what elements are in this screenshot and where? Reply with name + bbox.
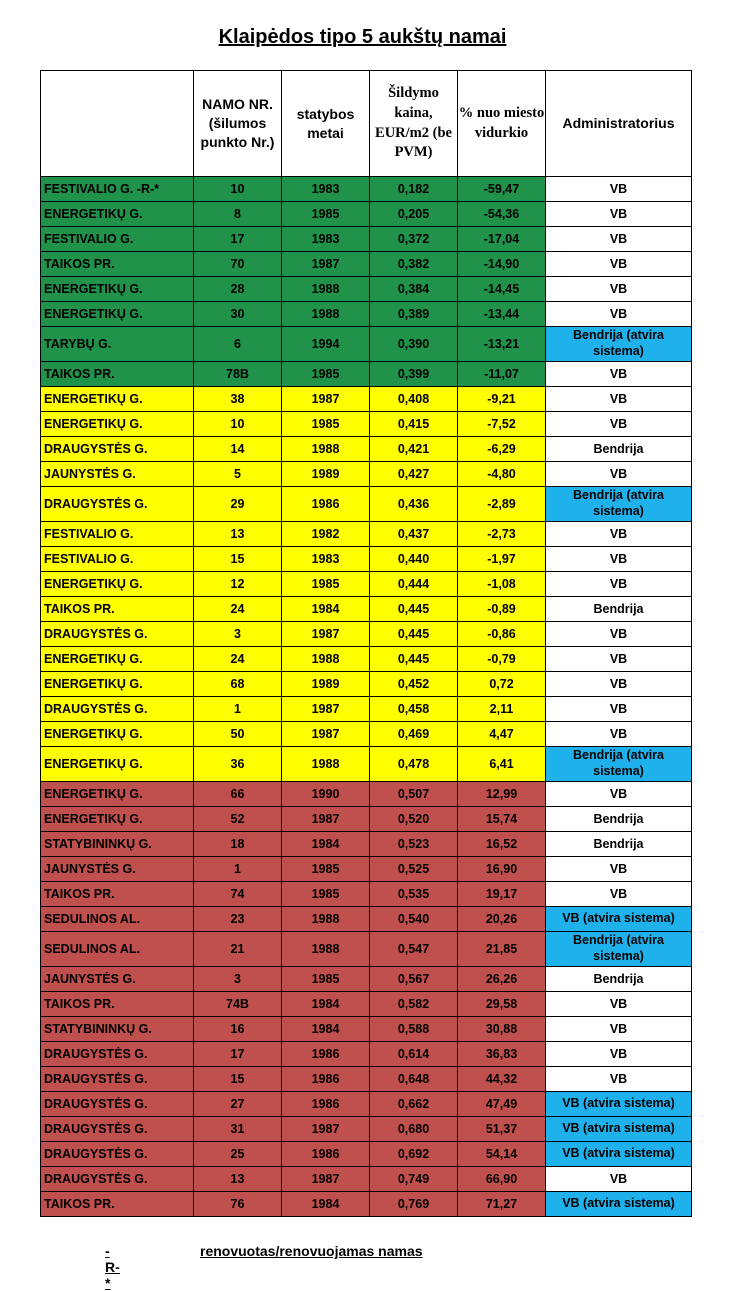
street-cell: DRAUGYSTĖS G. xyxy=(41,1042,194,1067)
administrator-cell: Bendrija xyxy=(546,437,692,462)
street-cell: ENERGETIKŲ G. xyxy=(41,647,194,672)
street-cell: DRAUGYSTĖS G. xyxy=(41,697,194,722)
percent-cell: 16,52 xyxy=(458,832,546,857)
house-number-cell: 25 xyxy=(194,1142,282,1167)
administrator-cell: VB xyxy=(546,697,692,722)
heating-price-cell: 0,182 xyxy=(370,177,458,202)
heating-price-cell: 0,445 xyxy=(370,647,458,672)
percent-cell: -0,89 xyxy=(458,597,546,622)
build-year-cell: 1983 xyxy=(282,547,370,572)
heating-price-cell: 0,680 xyxy=(370,1117,458,1142)
heating-price-cell: 0,523 xyxy=(370,832,458,857)
house-number-cell: 78B xyxy=(194,362,282,387)
table-row xyxy=(41,992,692,1017)
table-row xyxy=(41,782,692,807)
table-row xyxy=(41,1067,692,1092)
percent-cell: -4,80 xyxy=(458,462,546,487)
street-cell: TAIKOS PR. xyxy=(41,252,194,277)
heating-price-cell: 0,648 xyxy=(370,1067,458,1092)
administrator-cell: VB xyxy=(546,252,692,277)
street-cell: FESTIVALIO G. xyxy=(41,522,194,547)
street-cell: STATYBININKŲ G. xyxy=(41,832,194,857)
house-number-cell: 28 xyxy=(194,277,282,302)
street-cell: ENERGETIKŲ G. xyxy=(41,387,194,412)
percent-cell: 19,17 xyxy=(458,882,546,907)
administrator-cell: VB xyxy=(546,882,692,907)
house-number-cell: 18 xyxy=(194,832,282,857)
house-number-cell: 36 xyxy=(194,747,282,782)
administrator-cell: VB xyxy=(546,412,692,437)
street-cell: STATYBININKŲ G. xyxy=(41,1017,194,1042)
house-number-cell: 13 xyxy=(194,1167,282,1192)
houses-table xyxy=(40,70,692,1217)
percent-cell: -13,44 xyxy=(458,302,546,327)
table-row xyxy=(41,1017,692,1042)
house-number-cell: 14 xyxy=(194,437,282,462)
build-year-cell: 1987 xyxy=(282,1167,370,1192)
house-number-cell: 76 xyxy=(194,1192,282,1217)
build-year-cell: 1985 xyxy=(282,202,370,227)
build-year-cell: 1985 xyxy=(282,362,370,387)
house-number-cell: 17 xyxy=(194,227,282,252)
header-heating-price: Šildymo kaina, EUR/m2 (be PVM) xyxy=(370,71,458,177)
table-row xyxy=(41,807,692,832)
administrator-cell: VB xyxy=(546,857,692,882)
build-year-cell: 1984 xyxy=(282,832,370,857)
house-number-cell: 13 xyxy=(194,522,282,547)
header-build-year: statybos metai xyxy=(282,71,370,177)
build-year-cell: 1986 xyxy=(282,1092,370,1117)
table-row xyxy=(41,882,692,907)
administrator-cell: VB xyxy=(546,462,692,487)
build-year-cell: 1988 xyxy=(282,907,370,932)
street-cell: ENERGETIKŲ G. xyxy=(41,782,194,807)
table-row xyxy=(41,277,692,302)
percent-cell: -6,29 xyxy=(458,437,546,462)
administrator-cell: VB xyxy=(546,1167,692,1192)
table-row xyxy=(41,1117,692,1142)
header-administrator: Administratorius xyxy=(546,71,692,177)
table-row xyxy=(41,967,692,992)
build-year-cell: 1986 xyxy=(282,1142,370,1167)
street-cell: SEDULINOS AL. xyxy=(41,907,194,932)
table-row xyxy=(41,622,692,647)
table-row xyxy=(41,672,692,697)
administrator-cell: Bendrija xyxy=(546,967,692,992)
heating-price-cell: 0,399 xyxy=(370,362,458,387)
street-cell: ENERGETIKŲ G. xyxy=(41,672,194,697)
percent-cell: -0,79 xyxy=(458,647,546,672)
house-number-cell: 3 xyxy=(194,622,282,647)
heating-price-cell: 0,478 xyxy=(370,747,458,782)
house-number-cell: 74 xyxy=(194,882,282,907)
heating-price-cell: 0,440 xyxy=(370,547,458,572)
street-cell: TARYBŲ G. xyxy=(41,327,194,362)
percent-cell: 6,41 xyxy=(458,747,546,782)
house-number-cell: 30 xyxy=(194,302,282,327)
build-year-cell: 1987 xyxy=(282,722,370,747)
percent-cell: 30,88 xyxy=(458,1017,546,1042)
house-number-cell: 10 xyxy=(194,177,282,202)
table-row xyxy=(41,1042,692,1067)
table-row xyxy=(41,1092,692,1117)
street-cell: DRAUGYSTĖS G. xyxy=(41,487,194,522)
house-number-cell: 3 xyxy=(194,967,282,992)
house-number-cell: 12 xyxy=(194,572,282,597)
house-number-cell: 8 xyxy=(194,202,282,227)
administrator-cell: VB xyxy=(546,1017,692,1042)
administrator-cell: VB (atvira sistema) xyxy=(546,1142,692,1167)
percent-cell: 12,99 xyxy=(458,782,546,807)
table-row xyxy=(41,302,692,327)
build-year-cell: 1987 xyxy=(282,697,370,722)
build-year-cell: 1984 xyxy=(282,992,370,1017)
build-year-cell: 1986 xyxy=(282,487,370,522)
street-cell: TAIKOS PR. xyxy=(41,597,194,622)
heating-price-cell: 0,390 xyxy=(370,327,458,362)
heating-price-cell: 0,384 xyxy=(370,277,458,302)
table-row xyxy=(41,572,692,597)
administrator-cell: VB (atvira sistema) xyxy=(546,1092,692,1117)
table-row xyxy=(41,362,692,387)
heating-price-cell: 0,205 xyxy=(370,202,458,227)
heating-price-cell: 0,389 xyxy=(370,302,458,327)
percent-cell: -1,97 xyxy=(458,547,546,572)
build-year-cell: 1982 xyxy=(282,522,370,547)
house-number-cell: 16 xyxy=(194,1017,282,1042)
administrator-cell: Bendrija xyxy=(546,597,692,622)
build-year-cell: 1988 xyxy=(282,277,370,302)
street-cell: DRAUGYSTĖS G. xyxy=(41,1117,194,1142)
heating-price-cell: 0,458 xyxy=(370,697,458,722)
percent-cell: -9,21 xyxy=(458,387,546,412)
percent-cell: -7,52 xyxy=(458,412,546,437)
house-number-cell: 15 xyxy=(194,547,282,572)
street-cell: TAIKOS PR. xyxy=(41,882,194,907)
administrator-cell: VB xyxy=(546,302,692,327)
street-cell: ENERGETIKŲ G. xyxy=(41,807,194,832)
house-number-cell: 70 xyxy=(194,252,282,277)
house-number-cell: 21 xyxy=(194,932,282,967)
heating-price-cell: 0,427 xyxy=(370,462,458,487)
table-row xyxy=(41,227,692,252)
build-year-cell: 1985 xyxy=(282,857,370,882)
administrator-cell: Bendrija (atvira sistema) xyxy=(546,487,692,522)
build-year-cell: 1987 xyxy=(282,387,370,412)
house-number-cell: 31 xyxy=(194,1117,282,1142)
street-cell: DRAUGYSTĖS G. xyxy=(41,1067,194,1092)
street-cell: ENERGETIKŲ G. xyxy=(41,412,194,437)
percent-cell: -2,89 xyxy=(458,487,546,522)
street-cell: ENERGETIKŲ G. xyxy=(41,277,194,302)
street-cell: FESTIVALIO G. xyxy=(41,227,194,252)
administrator-cell: VB (atvira sistema) xyxy=(546,907,692,932)
percent-cell: 0,72 xyxy=(458,672,546,697)
heating-price-cell: 0,525 xyxy=(370,857,458,882)
table-row xyxy=(41,547,692,572)
table-row xyxy=(41,487,692,522)
administrator-cell: Bendrija xyxy=(546,832,692,857)
build-year-cell: 1990 xyxy=(282,782,370,807)
street-cell: ENERGETIKŲ G. xyxy=(41,302,194,327)
build-year-cell: 1988 xyxy=(282,302,370,327)
build-year-cell: 1987 xyxy=(282,807,370,832)
house-number-cell: 24 xyxy=(194,647,282,672)
house-number-cell: 38 xyxy=(194,387,282,412)
street-cell: JAUNYSTĖS G. xyxy=(41,967,194,992)
heating-price-cell: 0,437 xyxy=(370,522,458,547)
build-year-cell: 1989 xyxy=(282,672,370,697)
header-house-number: NAMO NR. (šilumos punkto Nr.) xyxy=(194,71,282,177)
street-cell: SEDULINOS AL. xyxy=(41,932,194,967)
street-cell: JAUNYSTĖS G. xyxy=(41,857,194,882)
administrator-cell: Bendrija (atvira sistema) xyxy=(546,932,692,967)
house-number-cell: 74B xyxy=(194,992,282,1017)
heating-price-cell: 0,535 xyxy=(370,882,458,907)
build-year-cell: 1987 xyxy=(282,622,370,647)
percent-cell: -14,90 xyxy=(458,252,546,277)
administrator-cell: VB xyxy=(546,362,692,387)
heating-price-cell: 0,452 xyxy=(370,672,458,697)
percent-cell: 26,26 xyxy=(458,967,546,992)
administrator-cell: VB xyxy=(546,1042,692,1067)
heating-price-cell: 0,749 xyxy=(370,1167,458,1192)
house-number-cell: 50 xyxy=(194,722,282,747)
table-row xyxy=(41,747,692,782)
administrator-cell: Bendrija xyxy=(546,807,692,832)
administrator-cell: VB xyxy=(546,622,692,647)
heating-price-cell: 0,421 xyxy=(370,437,458,462)
build-year-cell: 1987 xyxy=(282,252,370,277)
table-row xyxy=(41,177,692,202)
percent-cell: 51,37 xyxy=(458,1117,546,1142)
percent-cell: -13,21 xyxy=(458,327,546,362)
percent-cell: 71,27 xyxy=(458,1192,546,1217)
heating-price-cell: 0,547 xyxy=(370,932,458,967)
heating-price-cell: 0,692 xyxy=(370,1142,458,1167)
table-row xyxy=(41,1142,692,1167)
street-cell: DRAUGYSTĖS G. xyxy=(41,1092,194,1117)
build-year-cell: 1985 xyxy=(282,412,370,437)
table-row xyxy=(41,1167,692,1192)
table-row xyxy=(41,327,692,362)
administrator-cell: VB xyxy=(546,1067,692,1092)
table-row xyxy=(41,1192,692,1217)
table-row xyxy=(41,412,692,437)
administrator-cell: VB xyxy=(546,672,692,697)
administrator-cell: VB xyxy=(546,572,692,597)
table-row xyxy=(41,907,692,932)
heating-price-cell: 0,567 xyxy=(370,967,458,992)
street-cell: DRAUGYSTĖS G. xyxy=(41,437,194,462)
table-row xyxy=(41,647,692,672)
house-number-cell: 1 xyxy=(194,697,282,722)
street-cell: DRAUGYSTĖS G. xyxy=(41,1142,194,1167)
heating-price-cell: 0,507 xyxy=(370,782,458,807)
table-row xyxy=(41,832,692,857)
heating-price-cell: 0,582 xyxy=(370,992,458,1017)
percent-cell: -2,73 xyxy=(458,522,546,547)
percent-cell: 20,26 xyxy=(458,907,546,932)
percent-cell: 54,14 xyxy=(458,1142,546,1167)
street-cell: ENERGETIKŲ G. xyxy=(41,572,194,597)
administrator-cell: VB xyxy=(546,992,692,1017)
percent-cell: 16,90 xyxy=(458,857,546,882)
heating-price-cell: 0,372 xyxy=(370,227,458,252)
administrator-cell: VB xyxy=(546,547,692,572)
table-row xyxy=(41,722,692,747)
house-number-cell: 27 xyxy=(194,1092,282,1117)
street-cell: ENERGETIKŲ G. xyxy=(41,747,194,782)
percent-cell: 29,58 xyxy=(458,992,546,1017)
table-row xyxy=(41,857,692,882)
street-cell: TAIKOS PR. xyxy=(41,1192,194,1217)
percent-cell: -14,45 xyxy=(458,277,546,302)
heating-price-cell: 0,469 xyxy=(370,722,458,747)
administrator-cell: VB xyxy=(546,647,692,672)
build-year-cell: 1988 xyxy=(282,932,370,967)
build-year-cell: 1984 xyxy=(282,1192,370,1217)
percent-cell: 15,74 xyxy=(458,807,546,832)
heating-price-cell: 0,436 xyxy=(370,487,458,522)
build-year-cell: 1985 xyxy=(282,967,370,992)
administrator-cell: VB xyxy=(546,227,692,252)
header-percent-of-average: % nuo miesto vidurkio xyxy=(458,71,546,177)
percent-cell: 66,90 xyxy=(458,1167,546,1192)
heating-price-cell: 0,408 xyxy=(370,387,458,412)
house-number-cell: 66 xyxy=(194,782,282,807)
percent-cell: -1,08 xyxy=(458,572,546,597)
table-row xyxy=(41,252,692,277)
administrator-cell: VB (atvira sistema) xyxy=(546,1117,692,1142)
heating-price-cell: 0,588 xyxy=(370,1017,458,1042)
street-cell: TAIKOS PR. xyxy=(41,992,194,1017)
house-number-cell: 5 xyxy=(194,462,282,487)
heating-price-cell: 0,415 xyxy=(370,412,458,437)
table-body xyxy=(41,177,692,1217)
percent-cell: 36,83 xyxy=(458,1042,546,1067)
build-year-cell: 1983 xyxy=(282,177,370,202)
build-year-cell: 1984 xyxy=(282,597,370,622)
administrator-cell: VB xyxy=(546,722,692,747)
percent-cell: -17,04 xyxy=(458,227,546,252)
heating-price-cell: 0,662 xyxy=(370,1092,458,1117)
street-cell: FESTIVALIO G. -R-* xyxy=(41,177,194,202)
build-year-cell: 1984 xyxy=(282,1017,370,1042)
house-number-cell: 15 xyxy=(194,1067,282,1092)
build-year-cell: 1994 xyxy=(282,327,370,362)
administrator-cell: VB xyxy=(546,387,692,412)
heating-price-cell: 0,614 xyxy=(370,1042,458,1067)
build-year-cell: 1985 xyxy=(282,572,370,597)
administrator-cell: VB xyxy=(546,522,692,547)
build-year-cell: 1985 xyxy=(282,882,370,907)
table-row xyxy=(41,522,692,547)
administrator-cell: VB xyxy=(546,782,692,807)
street-cell: ENERGETIKŲ G. xyxy=(41,722,194,747)
table-row xyxy=(41,697,692,722)
table-row xyxy=(41,597,692,622)
percent-cell: 44,32 xyxy=(458,1067,546,1092)
header-row xyxy=(41,71,692,177)
house-number-cell: 29 xyxy=(194,487,282,522)
heating-price-cell: 0,540 xyxy=(370,907,458,932)
street-cell: DRAUGYSTĖS G. xyxy=(41,622,194,647)
build-year-cell: 1988 xyxy=(282,647,370,672)
table-row xyxy=(41,387,692,412)
percent-cell: 4,47 xyxy=(458,722,546,747)
heating-price-cell: 0,445 xyxy=(370,597,458,622)
legend-mark: -R-* xyxy=(105,1243,120,1291)
heating-price-cell: 0,445 xyxy=(370,622,458,647)
house-number-cell: 24 xyxy=(194,597,282,622)
build-year-cell: 1988 xyxy=(282,437,370,462)
build-year-cell: 1988 xyxy=(282,747,370,782)
table-row xyxy=(41,462,692,487)
administrator-cell: VB xyxy=(546,202,692,227)
table-row xyxy=(41,437,692,462)
percent-cell: 21,85 xyxy=(458,932,546,967)
house-number-cell: 52 xyxy=(194,807,282,832)
heating-price-cell: 0,382 xyxy=(370,252,458,277)
heating-price-cell: 0,444 xyxy=(370,572,458,597)
build-year-cell: 1986 xyxy=(282,1067,370,1092)
build-year-cell: 1986 xyxy=(282,1042,370,1067)
administrator-cell: VB xyxy=(546,277,692,302)
house-number-cell: 1 xyxy=(194,857,282,882)
percent-cell: 2,11 xyxy=(458,697,546,722)
percent-cell: -59,47 xyxy=(458,177,546,202)
percent-cell: -54,36 xyxy=(458,202,546,227)
percent-cell: -0,86 xyxy=(458,622,546,647)
header-street xyxy=(41,71,194,177)
house-number-cell: 68 xyxy=(194,672,282,697)
house-number-cell: 6 xyxy=(194,327,282,362)
house-number-cell: 23 xyxy=(194,907,282,932)
percent-cell: -11,07 xyxy=(458,362,546,387)
street-cell: DRAUGYSTĖS G. xyxy=(41,1167,194,1192)
administrator-cell: VB (atvira sistema) xyxy=(546,1192,692,1217)
heating-price-cell: 0,520 xyxy=(370,807,458,832)
table-row xyxy=(41,202,692,227)
administrator-cell: Bendrija (atvira sistema) xyxy=(546,327,692,362)
page-title: Klaipėdos tipo 5 aukštų namai xyxy=(218,26,507,48)
build-year-cell: 1987 xyxy=(282,1117,370,1142)
percent-cell: 47,49 xyxy=(458,1092,546,1117)
build-year-cell: 1983 xyxy=(282,227,370,252)
table-row xyxy=(41,932,692,967)
heating-price-cell: 0,769 xyxy=(370,1192,458,1217)
house-number-cell: 17 xyxy=(194,1042,282,1067)
build-year-cell: 1989 xyxy=(282,462,370,487)
street-cell: TAIKOS PR. xyxy=(41,362,194,387)
legend-text: renovuotas/renovuojamas namas xyxy=(200,1243,423,1259)
street-cell: ENERGETIKŲ G. xyxy=(41,202,194,227)
street-cell: FESTIVALIO G. xyxy=(41,547,194,572)
house-number-cell: 10 xyxy=(194,412,282,437)
administrator-cell: Bendrija (atvira sistema) xyxy=(546,747,692,782)
administrator-cell: VB xyxy=(546,177,692,202)
street-cell: JAUNYSTĖS G. xyxy=(41,462,194,487)
